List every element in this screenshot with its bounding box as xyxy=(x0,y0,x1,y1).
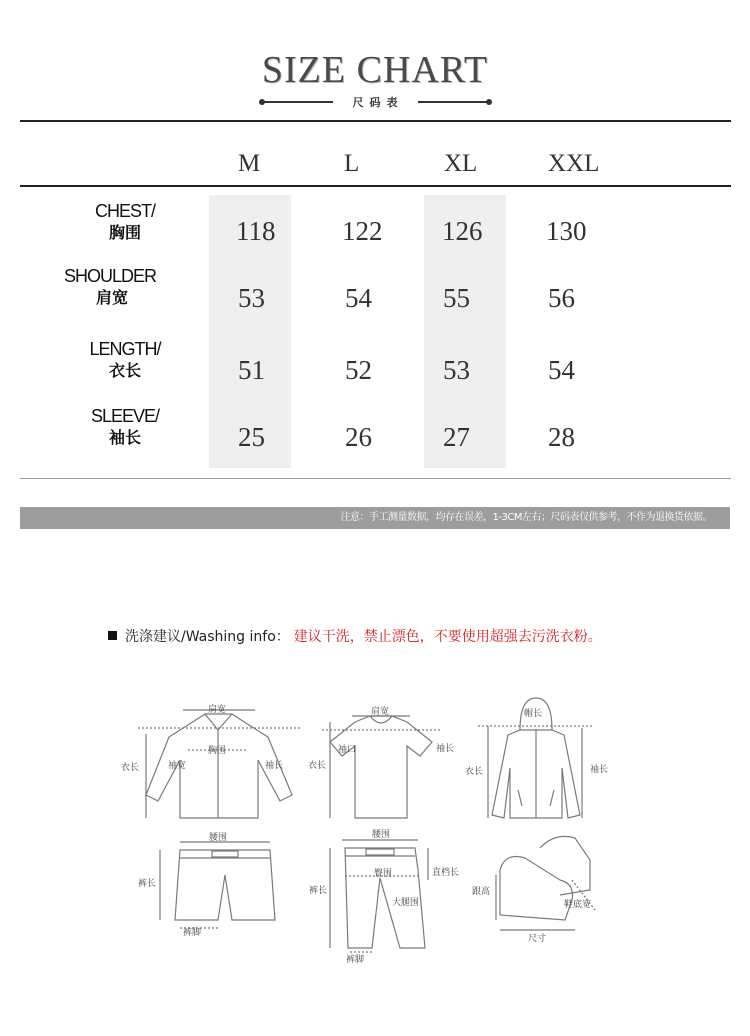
diagram-label: 衣长 xyxy=(308,761,327,771)
table-cell: 126 xyxy=(442,216,483,246)
shorts-diagram-icon xyxy=(160,842,275,928)
diagram-label: 胸围 xyxy=(208,746,227,756)
table-cell: 53 xyxy=(238,283,265,313)
row-label-en: SHOULDER xyxy=(64,266,157,286)
tshirt-diagram-icon xyxy=(322,716,440,818)
pants-diagram-icon xyxy=(330,840,428,952)
row-label-cn: 袖长 xyxy=(108,428,141,447)
size-header-l: L xyxy=(344,150,360,177)
row-label-en: LENGTH/ xyxy=(89,339,161,359)
diagram-label: 腰围 xyxy=(372,830,391,840)
diagram-label: 肩宽 xyxy=(208,705,227,715)
size-header-xxl: XXL xyxy=(548,150,600,177)
diagram-label: 大腿围 xyxy=(392,898,420,908)
diagram-label: 袖长 xyxy=(436,744,455,754)
diagram-label: 袖长 xyxy=(265,761,284,771)
diagram-label: 臀围 xyxy=(374,869,393,879)
subtitle: 尺码表 xyxy=(352,96,404,109)
diagram-label: 直档长 xyxy=(432,868,460,878)
washing-advice: 建议干洗，禁止漂色，不要使用超强去污洗衣粉。 xyxy=(293,629,602,645)
table-cell: 54 xyxy=(345,283,372,313)
diagram-label: 裤长 xyxy=(309,886,328,896)
row-label-cn: 肩宽 xyxy=(96,288,129,307)
table-cell: 53 xyxy=(443,355,470,385)
washing-label: 洗涤建议/Washing info： xyxy=(125,629,290,645)
diagram-label: 肩宽 xyxy=(371,707,390,717)
measurement-notice-bar: 注意：手工测量数据，均存在误差，1-3CM左右；尺码表仅供参考，不作为退换货依据。 xyxy=(20,507,730,529)
diagram-label: 裤脚 xyxy=(183,928,202,938)
diagram-label: 袖宽 xyxy=(168,761,187,771)
diagram-label: 腰围 xyxy=(209,833,228,843)
table-cell: 51 xyxy=(238,355,265,385)
table-cell: 25 xyxy=(238,422,265,452)
row-label-en: SLEEVE/ xyxy=(90,406,160,426)
diagram-label: 尺寸 xyxy=(528,934,547,944)
diagram-label: 鞋底宽 xyxy=(564,900,592,910)
table-cell: 130 xyxy=(546,216,587,246)
table-cell: 27 xyxy=(443,422,470,452)
table-cell: 122 xyxy=(342,216,383,246)
diagram-label: 袖口 xyxy=(338,745,357,755)
size-header-m: M xyxy=(238,150,261,177)
diagram-label: 裤脚 xyxy=(346,955,365,965)
diagram-label: 袖长 xyxy=(590,765,609,775)
table-cell: 26 xyxy=(345,422,372,452)
table-cell: 54 xyxy=(548,355,575,385)
row-label-cn: 胸围 xyxy=(108,223,141,242)
row-label-cn: 衣长 xyxy=(108,361,141,380)
diagram-label: 跟高 xyxy=(472,887,491,897)
diagram-label: 帽长 xyxy=(524,709,543,719)
shoes-diagram-icon xyxy=(496,836,595,930)
table-cell: 55 xyxy=(443,283,470,313)
page-title: SIZE CHART xyxy=(261,49,489,91)
size-header-xl: XL xyxy=(444,150,478,177)
diagram-label: 裤长 xyxy=(138,879,157,889)
table-cell: 28 xyxy=(548,422,575,452)
table-cell: 118 xyxy=(236,216,276,246)
table-cell: 52 xyxy=(345,355,372,385)
diagram-label: 衣长 xyxy=(465,767,484,777)
row-label-en: CHEST/ xyxy=(94,201,155,221)
diagram-label: 衣长 xyxy=(121,763,140,773)
table-cell: 56 xyxy=(548,283,575,313)
